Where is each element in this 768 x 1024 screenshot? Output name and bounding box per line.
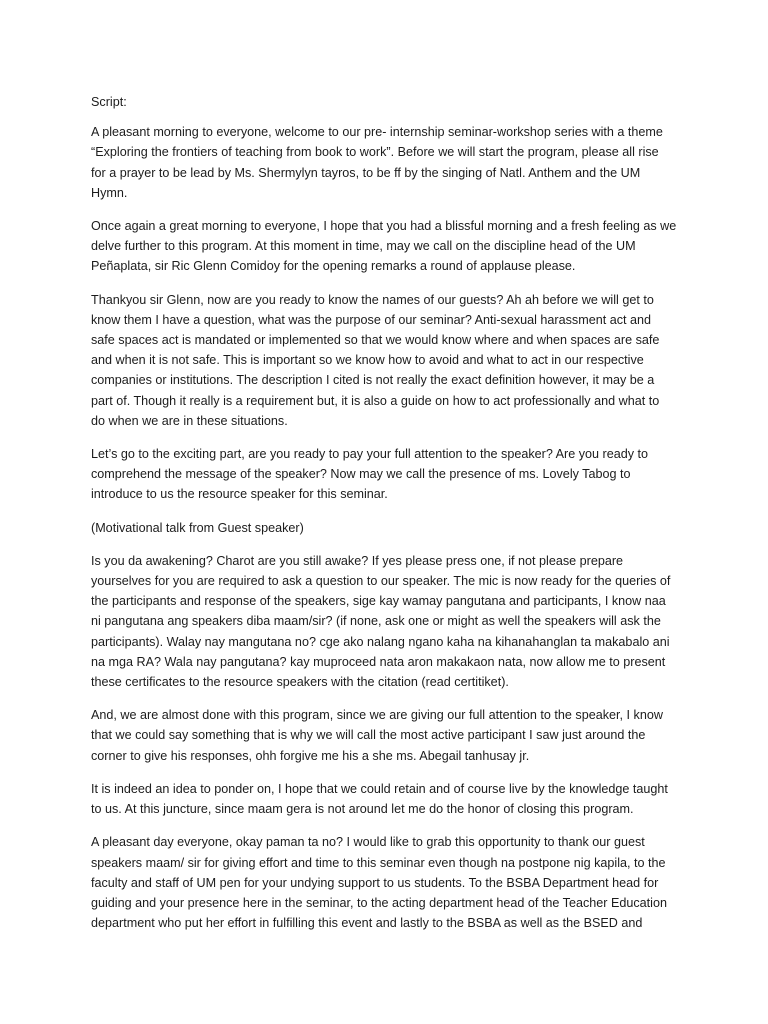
paragraph-line: introduce to us the resource speaker for this seminar. (91, 487, 388, 502)
paragraph-line: Is you da awakening? Charot are you still awake? If yes please press one, if not please prepare (91, 553, 624, 568)
paragraph-line: companies or institutions. The description I cited is not really the exact definition however, it may be a (91, 373, 655, 388)
paragraph (91, 551, 689, 692)
paragraph (91, 444, 689, 505)
paragraph-line: and when it is not safe. This is important so we know how to avoid and what to act in our respective (91, 353, 644, 368)
paragraph-line: part of. Though it really is a requirement but, it is also a guide on how to act professionally and what to (91, 393, 660, 408)
paragraph-line: for a prayer to be lead by Ms. Shermylyn tayros, to be ff by the singing of Natl. Anthem and the UM (91, 165, 641, 180)
paragraph-line: safe spaces act is mandated or implemented so that we would know where and when spaces are safe (91, 333, 660, 348)
paragraph-line: And, we are almost done with this program, since we are giving our full attention to the speaker, I know (91, 708, 663, 723)
paragraph-line: these certificates to the resource speakers with the citation (read certitiket). (91, 675, 509, 690)
paragraph-line: corner to give his responses, ohh forgive me his a she ms. Abegail tanhusay jr. (91, 748, 530, 763)
paragraph-line: na mga RA? Wala nay pangutana? kay muproceed nata aron makakaon nata, now allow me to present (91, 654, 666, 669)
paragraph (91, 705, 689, 766)
paragraph-line: faculty and staff of UM pen for your undying support to us students. To the BSBA Department head for (91, 875, 659, 890)
paragraph-line: Once again a great morning to everyone, I hope that you had a blissful morning and a fresh feeling as we (91, 219, 677, 234)
paragraph-line: delve further to this program. At this moment in time, may we call on the discipline head of the UM (91, 239, 636, 254)
document-heading: Script: (91, 95, 127, 109)
document-body (91, 92, 689, 946)
paragraph-line: the participants and response of the speakers, sige kay wamay pangutana and participants, I know naa (91, 594, 666, 609)
paragraph-line: do when we are in these situations. (91, 413, 288, 428)
paragraph (91, 832, 689, 933)
paragraph-line: It is indeed an idea to ponder on, I hope that we could retain and of course live by the knowledge taught (91, 781, 668, 796)
paragraph-line: participants). Walay nay mangutana no? cge ako nalang ngano kaha na kihanahanglan ta makabalo ani (91, 634, 670, 649)
paragraph-line: A pleasant day everyone, okay paman ta no? I would like to grab this opportunity to thank our guest (91, 835, 645, 850)
paragraph-line: speakers maam/ sir for giving effort and time to this seminar even though na postpone nig kapila, to the (91, 855, 666, 870)
paragraph-line: guiding and your presence here in the seminar, to the acting department head of the Teacher Education (91, 895, 667, 910)
paragraph-line: Let’s go to the exciting part, are you ready to pay your full attention to the speaker? Are you ready to (91, 447, 649, 462)
paragraph-line: Peñaplata, sir Ric Glenn Comidoy for the opening remarks a round of applause please. (91, 259, 576, 274)
paragraph-line: A pleasant morning to everyone, welcome to our pre- internship seminar-workshop series with a theme (91, 125, 663, 140)
paragraph (91, 122, 689, 203)
paragraph-list (91, 122, 689, 933)
paragraph-line: know them I have a question, what was the purpose of our seminar? Anti-sexual harassment act and (91, 312, 652, 327)
paragraph (91, 518, 689, 538)
paragraph-line: ni pangutana ang speakers diba maam/sir? (if none, ask one or might as well the speakers will ask the (91, 614, 661, 629)
paragraph-line: department who put her effort in fulfilling this event and lastly to the BSBA as well as the BSED and (91, 916, 643, 931)
paragraph-line: Hymn. (91, 185, 128, 200)
paragraph-line: Thankyou sir Glenn, now are you ready to know the names of our guests? Ah ah before we will get to (91, 292, 654, 307)
paragraph-line: comprehend the message of the speaker? Now may we call the presence of ms. Lovely Tabog to (91, 467, 631, 482)
paragraph-line: yourselves for you are required to ask a question to our speaker. The mic is now ready for the queries of (91, 574, 671, 589)
paragraph-line: “Exploring the frontiers of teaching from book to work”. Before we will start the program, please all rise (91, 145, 659, 160)
paragraph (91, 290, 689, 431)
paragraph (91, 779, 689, 819)
paragraph (91, 216, 689, 277)
paragraph-line: to us. At this juncture, since maam gera is not around let me do the honor of closing this program. (91, 802, 634, 817)
paragraph-line: (Motivational talk from Guest speaker) (91, 520, 304, 535)
paragraph-line: that we could say something that is why we will call the most active participant I saw just around the (91, 728, 646, 743)
